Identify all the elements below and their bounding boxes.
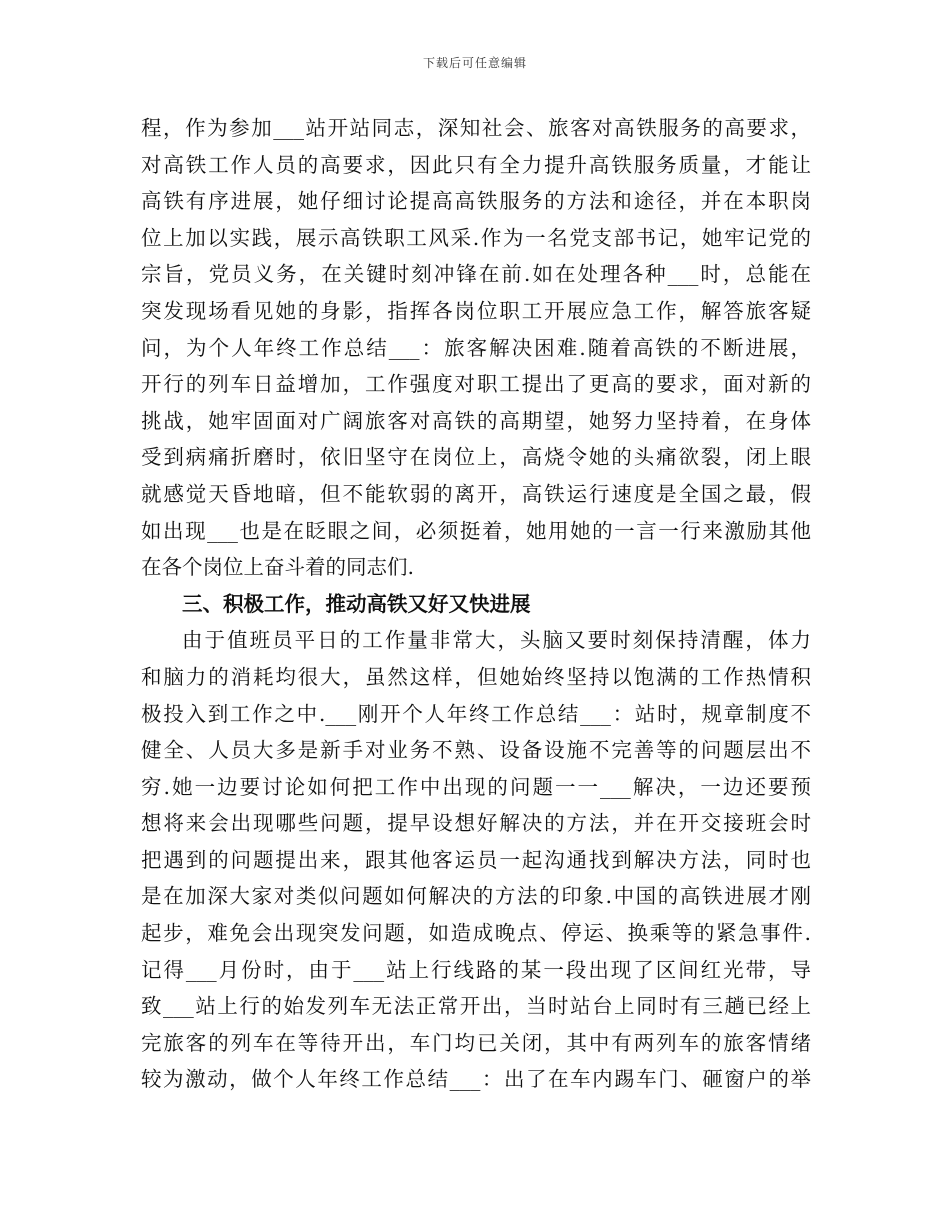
text-line: 较为激动，做个人年终工作总结___：出了在车内踢车门、砸窗户的举 [141,1067,811,1092]
text-line: 健全、人员大多是新手对业务不熟、设备设施不完善等的问题层出不 [141,738,811,763]
text-line: 宗旨，党员义务，在关键时刻冲锋在前.如在处理各种___时，总能在 [141,262,811,287]
text-line: 致___站上行的始发列车无法正常开出，当时站台上同时有三趟已经上 [141,994,811,1019]
text-line: 在各个岗位上奋斗着的同志们. [141,555,415,580]
text-line: 位上加以实践，展示高铁职工风采.作为一名党支部书记，她牢记党的 [141,225,811,250]
text-line: 由于值班员平日的工作量非常大，头脑又要时刻保持清醒，体力 [182,628,811,653]
section-heading: 三、积极工作，推动高铁又好又快进展 [182,591,531,616]
text-line: 把遇到的问题提出来，跟其他客运员一起沟通找到解决方法，同时也 [141,847,811,872]
text-line: 对高铁工作人员的高要求，因此只有全力提升高铁服务质量，才能让 [141,152,811,177]
text-line: 高铁有序进展，她仔细讨论提高高铁服务的方法和途径，并在本职岗 [141,189,811,214]
text-line: 起步，难免会出现突发问题，如造成晚点、停运、换乘等的紧急事件. [141,921,811,946]
text-line: 受到病痛折磨时，依旧坚守在岗位上，高烧令她的头痛欲裂，闭上眼 [141,445,811,470]
body-text [141,110,811,1098]
text-line: 完旅客的列车在等待开出，车门均已关闭，其中有两列车的旅客情绪 [141,1030,811,1055]
text-line: 程，作为参加___站开站同志，深知社会、旅客对高铁服务的高要求， [141,116,811,140]
text-line: 极投入到工作之中.___刚开个人年终工作总结___：站时，规章制度不 [141,701,811,726]
text-line: 如出现___也是在眨眼之间，必须挺着，她用她的一言一行来激励其他 [141,518,811,543]
text-line: 是在加深大家对类似问题如何解决的方法的印象.中国的高铁进展才刚 [141,884,811,909]
text-line: 开行的列车日益增加，工作强度对职工提出了更高的要求，面对新的 [141,372,811,397]
text-line: 突发现场看见她的身影，指挥各岗位职工开展应急工作，解答旅客疑 [141,298,811,323]
page-header: 下载后可任意编辑 [422,56,527,70]
text-line: 记得___月份时，由于___站上行线路的某一段出现了区间红光带，导 [141,957,811,982]
text-line: 问，为个人年终工作总结___：旅客解决困难.随着高铁的不断进展， [141,335,811,360]
text-line: 挑战，她牢固面对广阔旅客对高铁的高期望，她努力坚持着，在身体 [141,408,811,433]
text-line: 想将来会出现哪些问题，提早设想好解决的方法，并在开交接班会时 [141,811,811,836]
text-line: 穷.她一边要讨论如何把工作中出现的问题一一___解决，一边还要预 [141,774,811,799]
text-line: 就感觉天昏地暗，但不能软弱的离开，高铁运行速度是全国之最，假 [141,481,811,506]
text-line: 和脑力的消耗均很大，虽然这样，但她始终坚持以饱满的工作热情积 [141,664,811,689]
